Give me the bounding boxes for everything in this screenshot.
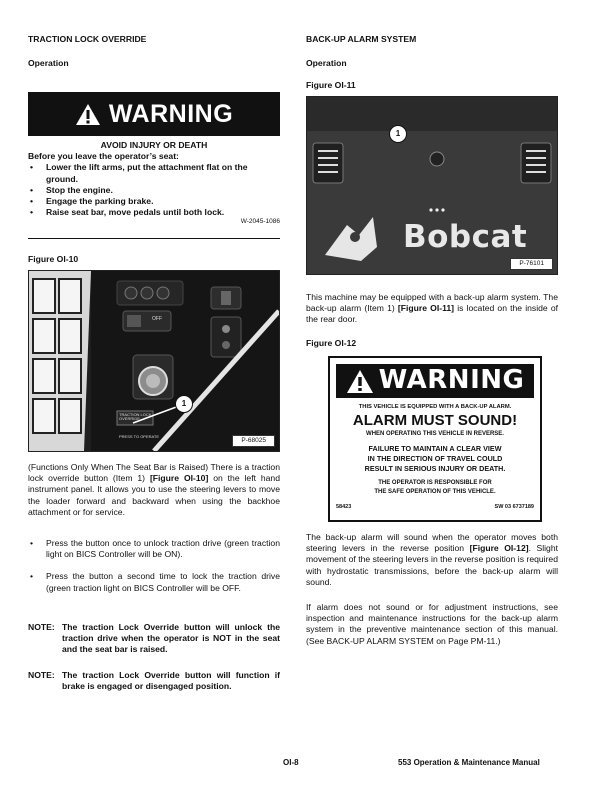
photo-tag: P-68025	[232, 435, 275, 447]
panel-label-override: TRACTION LOCK OVERRIDE	[119, 412, 152, 422]
alarm-adjustment-description: If alarm does not sound or for adjustment instructions, see inspection and maintenance instructions for the back-up alarm system in the preventive maintenance section of this manual. (See BACK-UP ALARM SYSTEM on Page PM-11.)	[306, 602, 558, 646]
decal-line: IN THE DIRECTION OF TRAVEL COULD	[367, 454, 503, 463]
backup-alarm-description	[306, 292, 558, 326]
body-text: . Slight movement of the steering levers in the reverse position is required with hydrostatic transmissions, before the back-up alarm will sound.	[306, 543, 559, 587]
photo-tag: P-76101	[510, 258, 553, 270]
note-text: The traction Lock Override button will unlock the traction drive when the operator is NOT in the seat and the seat bar is raised.	[62, 622, 280, 655]
warning-decal	[328, 356, 542, 522]
panel-label-press: PRESS TO OPERATE	[119, 434, 160, 439]
instruction-item: • Press the button once to unlock traction drive (green traction light on BICS Controller will be ON).	[28, 538, 280, 560]
figure-reference: [Figure OI-10]	[149, 473, 209, 484]
warning-item: • Engage the parking brake.	[28, 196, 280, 207]
body-text: This machine may be equipped with a back-up alarm system. The back-up alarm (Item 1)	[306, 292, 558, 314]
warning-title: AVOID INJURY OR DEATH	[100, 140, 208, 150]
page-number: OI-8	[283, 758, 299, 767]
decal-code-right: SW 03 6737189	[494, 504, 534, 510]
warning-banner	[28, 92, 280, 136]
note-label: NOTE:	[28, 670, 55, 680]
decal-line: RESULT IN SERIOUS INJURY OR DEATH.	[364, 464, 506, 473]
instruction-item: • Press the button a second time to lock the traction drive (green traction light on BICS Controller will be OFF.	[28, 571, 280, 593]
decal-line: THE OPERATOR IS RESPONSIBLE FOR	[378, 480, 492, 486]
figure-reference: [Figure OI-11]	[397, 303, 455, 314]
instrument-panel-illustration	[29, 271, 279, 451]
instruction-list	[28, 538, 280, 594]
note-text: The traction Lock Override button will function if brake is engaged or disengaged position.	[62, 670, 280, 692]
figure-oi-10-label: Figure OI-10	[28, 254, 79, 264]
decal-line: FAILURE TO MAINTAIN A CLEAR VIEW	[368, 444, 502, 453]
figure-reference: [Figure OI-12]	[469, 543, 529, 554]
bobcat-brand-text: Bobcat	[403, 219, 528, 255]
body-text: is located on the inside of the rear door.	[306, 303, 558, 325]
warning-item: • Raise seat bar, move pedals until both lock.	[28, 207, 280, 218]
body-text: The back-up alarm will sound when the operator moves both steering levers in the reverse position	[306, 532, 558, 554]
body-text: on the left hand instrument panel. It allows you to use the steering levers to move the loader forward and backward when using the backhoe attachment or for service.	[28, 473, 280, 517]
decal-line: THE SAFE OPERATION OF THIS VEHICLE.	[374, 489, 496, 495]
warning-body	[28, 140, 280, 227]
decal-code-left: 58423	[336, 504, 352, 510]
note-label: NOTE:	[28, 622, 55, 632]
decal-banner	[336, 364, 534, 398]
warning-triangle-icon	[346, 369, 374, 394]
warning-banner-text: WARNING	[108, 99, 234, 128]
figure-oi-11-photo	[306, 96, 558, 275]
manual-title: 553 Operation & Maintenance Manual	[398, 758, 540, 767]
alarm-operation-description	[306, 532, 558, 588]
warning-triangle-icon	[75, 103, 101, 126]
figure-oi-11-label: Figure OI-11	[306, 80, 356, 90]
warning-list	[28, 162, 280, 218]
body-text: (Functions Only When The Seat Bar is Raised) There is a traction lock override button (Item 1)	[28, 462, 280, 484]
callout-marker: 1	[389, 125, 407, 143]
subheading-operation: Operation	[306, 58, 347, 68]
section-heading-traction-lock: TRACTION LOCK OVERRIDE	[28, 34, 147, 44]
divider	[28, 238, 280, 239]
traction-lock-description	[28, 462, 280, 518]
note-2	[28, 670, 280, 692]
decal-banner-text: WARNING	[378, 365, 525, 396]
section-heading-backup-alarm: BACK-UP ALARM SYSTEM	[306, 34, 417, 44]
callout-marker: 1	[175, 395, 193, 413]
figure-oi-12-label: Figure OI-12	[306, 338, 357, 348]
warning-item: • Lower the lift arms, put the attachment flat on the ground.	[28, 162, 280, 184]
decal-line: THIS VEHICLE IS EQUIPPED WITH A BACK-UP ALARM.	[358, 404, 512, 410]
decal-headline: ALARM MUST SOUND!	[352, 412, 518, 429]
note-1	[28, 622, 280, 656]
panel-label-off: OFF	[152, 316, 162, 322]
warning-intro: Before you leave the operator’s seat:	[28, 151, 179, 162]
figure-oi-10-photo	[28, 270, 280, 452]
warning-code: W-2045-1086	[240, 218, 280, 226]
subheading-operation: Operation	[28, 58, 69, 68]
warning-item: • Stop the engine.	[28, 185, 280, 196]
decal-line: WHEN OPERATING THIS VEHICLE IN REVERSE.	[366, 431, 504, 437]
